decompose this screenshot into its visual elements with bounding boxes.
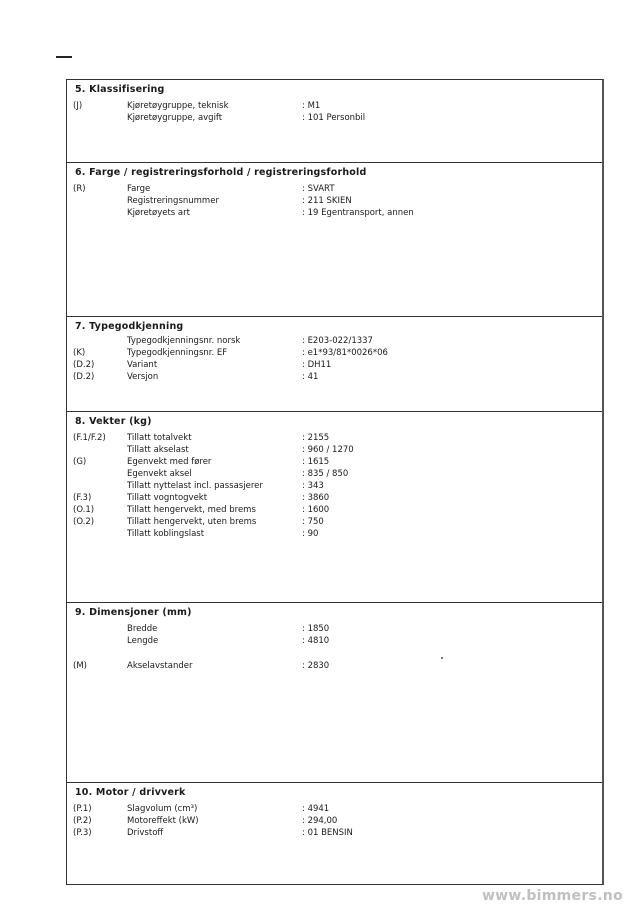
section-engine-drivetrain xyxy=(67,782,602,886)
section-title: 10. Motor / drivverk xyxy=(75,787,186,798)
table-row: Tillatt nyttelast incl. passasjerer : 343 xyxy=(127,481,324,491)
table-row: (D.2) Variant : DH11 xyxy=(73,360,332,370)
table-row: (P.1) Slagvolum (cm³) : 4941 xyxy=(73,804,330,814)
table-row: (G) Egenvekt med fører : 1615 xyxy=(73,457,330,467)
registration-document xyxy=(66,79,604,885)
table-row: Lengde : 4810 xyxy=(127,636,330,646)
table-row: Registreringsnummer : 211 SKIEN xyxy=(127,196,352,206)
section-dimensions xyxy=(67,602,602,782)
site-watermark: www.bimmers.no xyxy=(481,888,623,904)
table-row: (M) Akselavstander : 2830 xyxy=(73,661,330,671)
table-row: Tillatt akselast : 960 / 1270 xyxy=(127,445,354,455)
table-row: (P.3) Drivstoff : 01 BENSIN xyxy=(73,828,353,838)
table-row: (K) Typegodkjenningsnr. EF : e1*93/81*0026*06 xyxy=(73,348,388,358)
section-title: 6. Farge / registreringsforhold / registreringsforhold xyxy=(75,167,367,178)
table-row: Kjøretøygruppe, avgift : 101 Personbil xyxy=(127,113,366,123)
section-title: 7. Typegodkjenning xyxy=(75,321,184,332)
table-row: Tillatt koblingslast : 90 xyxy=(127,529,319,539)
section-title: 8. Vekter (kg) xyxy=(75,416,152,427)
table-row: (P.2) Motoreffekt (kW) : 294,00 xyxy=(73,816,338,826)
section-color-registration xyxy=(67,162,602,316)
table-row: Kjøretøyets art : 19 Egentransport, annen xyxy=(127,208,414,218)
section-classification xyxy=(67,80,602,162)
table-row: (D.2) Versjon : 41 xyxy=(73,372,319,382)
table-row: (O.2) Tillatt hengervekt, uten brems : 750 xyxy=(73,517,324,527)
table-row: (F.1/F.2) Tillatt totalvekt : 2155 xyxy=(73,433,330,443)
scan-speck xyxy=(441,657,443,659)
page-dash-mark xyxy=(56,56,72,58)
table-row: (J) Kjøretøygruppe, teknisk : M1 xyxy=(73,101,321,111)
table-row: (O.1) Tillatt hengervekt, med brems : 1600 xyxy=(73,505,330,515)
table-row: Egenvekt aksel : 835 / 850 xyxy=(127,469,349,479)
table-row: (F.3) Tillatt vogntogvekt : 3860 xyxy=(73,493,330,503)
section-type-approval xyxy=(67,316,602,411)
table-row: (R) Farge : SVART xyxy=(73,184,335,194)
section-title: 9. Dimensjoner (mm) xyxy=(75,607,192,618)
table-row: Bredde : 1850 xyxy=(127,624,330,634)
section-title: 5. Klassifisering xyxy=(75,84,165,95)
table-row: Typegodkjenningsnr. norsk : E203-022/1337 xyxy=(127,336,373,346)
section-weights xyxy=(67,411,602,602)
